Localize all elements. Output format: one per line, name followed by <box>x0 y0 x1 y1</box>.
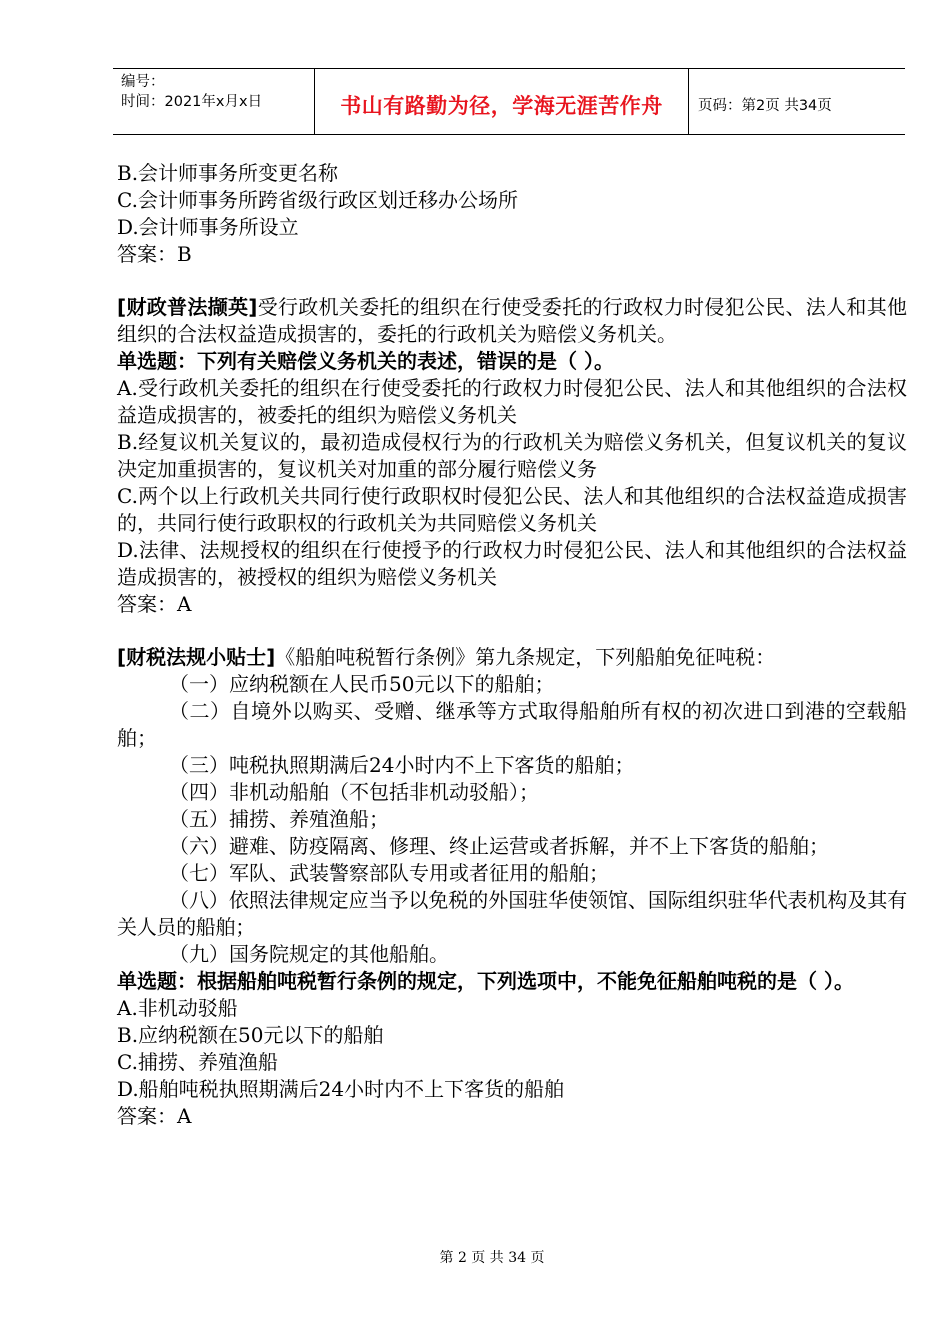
page-header <box>113 68 905 135</box>
answer: 答案：B <box>117 242 192 266</box>
intro-text: 受行政机关委托的组织在行使受委托的行政权力时侵犯公民、法人和其他组织的合法权益造成损害的，委托的行政机关为赔偿义务机关。 <box>117 295 908 346</box>
time-label: 时间：2021年x月x日 <box>121 94 263 110</box>
section-compensation <box>117 294 907 618</box>
document-body <box>117 160 907 1130</box>
list-item: （一）应纳税额在人民币50元以下的船舶； <box>169 672 555 696</box>
intro-text: 《船舶吨税暂行条例》第九条规定，下列船舶免征吨税： <box>275 645 776 669</box>
spacer <box>117 268 907 294</box>
section-accounting-firm <box>117 160 907 268</box>
list-item: （九）国务院规定的其他船舶。 <box>169 942 449 966</box>
list-item: （六）避难、防疫隔离、修理、终止运营或者拆解，并不上下客货的船舶； <box>169 834 829 858</box>
option-b: B.经复议机关复议的，最初造成侵权行为的行政机关为赔偿义务机关，但复议机关的复议决定加重损害的，复议机关对加重的部分履行赔偿义务 <box>117 430 907 481</box>
header-motto: 书山有路勤为径，学海无涯苦作舟 <box>315 69 689 134</box>
list-item: （八）依照法律规定应当予以免税的外国驻华使领馆、国际组织驻华代表机构及其有关人员的船舶； <box>117 888 907 939</box>
list-item: （三）吨税执照期满后24小时内不上下客货的船舶； <box>169 753 635 777</box>
list-item: （四）非机动船舶（不包括非机动驳船）； <box>169 780 539 804</box>
option-a: A.非机动驳船 <box>117 996 238 1020</box>
spacer <box>117 618 907 644</box>
intro-paragraph <box>117 294 907 348</box>
section-tag: [财税法规小贴士] <box>117 645 276 669</box>
option-b: B.会计师事务所变更名称 <box>117 161 339 185</box>
answer: 答案：A <box>117 592 192 616</box>
option-b: B.应纳税额在50元以下的船舶 <box>117 1023 384 1047</box>
list-item: （五）捕捞、养殖渔船； <box>169 807 389 831</box>
section-tag: [财政普法撷英] <box>117 295 258 319</box>
number-label: 编号： <box>121 74 165 90</box>
option-d: D.船舶吨税执照期满后24小时内不上下客货的船舶 <box>117 1077 565 1101</box>
header-meta <box>113 69 315 134</box>
option-c: C.两个以上行政机关共同行使行政职权时侵犯公民、法人和其他组织的合法权益造成损害的，共同行使行政职权的行政机关为共同赔偿义务机关 <box>117 484 907 535</box>
header-page-info: 页码：第2页 共34页 <box>698 98 832 114</box>
intro-paragraph <box>117 644 907 671</box>
answer: 答案：A <box>117 1104 192 1128</box>
option-c: C.会计师事务所跨省级行政区划迁移办公场所 <box>117 188 518 212</box>
list-item: （二）自境外以购买、受赠、继承等方式取得船舶所有权的初次进口到港的空载船舶； <box>117 699 907 750</box>
option-d: D.会计师事务所设立 <box>117 215 299 239</box>
option-c: C.捕捞、养殖渔船 <box>117 1050 278 1074</box>
question-heading: 单选题：下列有关赔偿义务机关的表述，错误的是（ ）。 <box>117 349 614 373</box>
page-footer: 第 2 页 共 34 页 <box>439 1250 545 1266</box>
option-d: D.法律、法规授权的组织在行使授予的行政权力时侵犯公民、法人和其他组织的合法权益造成损害的，被授权的组织为赔偿义务机关 <box>117 538 907 589</box>
question-heading: 单选题：根据船舶吨税暂行条例的规定，下列选项中，不能免征船舶吨税的是（ ）。 <box>117 969 854 993</box>
section-tonnage-tax <box>117 644 907 1130</box>
option-a: A.受行政机关委托的组织在行使受委托的行政权力时侵犯公民、法人和其他组织的合法权益造成损害的，被委托的组织为赔偿义务机关 <box>117 376 907 427</box>
list-item: （七）军队、武装警察部队专用或者征用的船舶； <box>169 861 609 885</box>
